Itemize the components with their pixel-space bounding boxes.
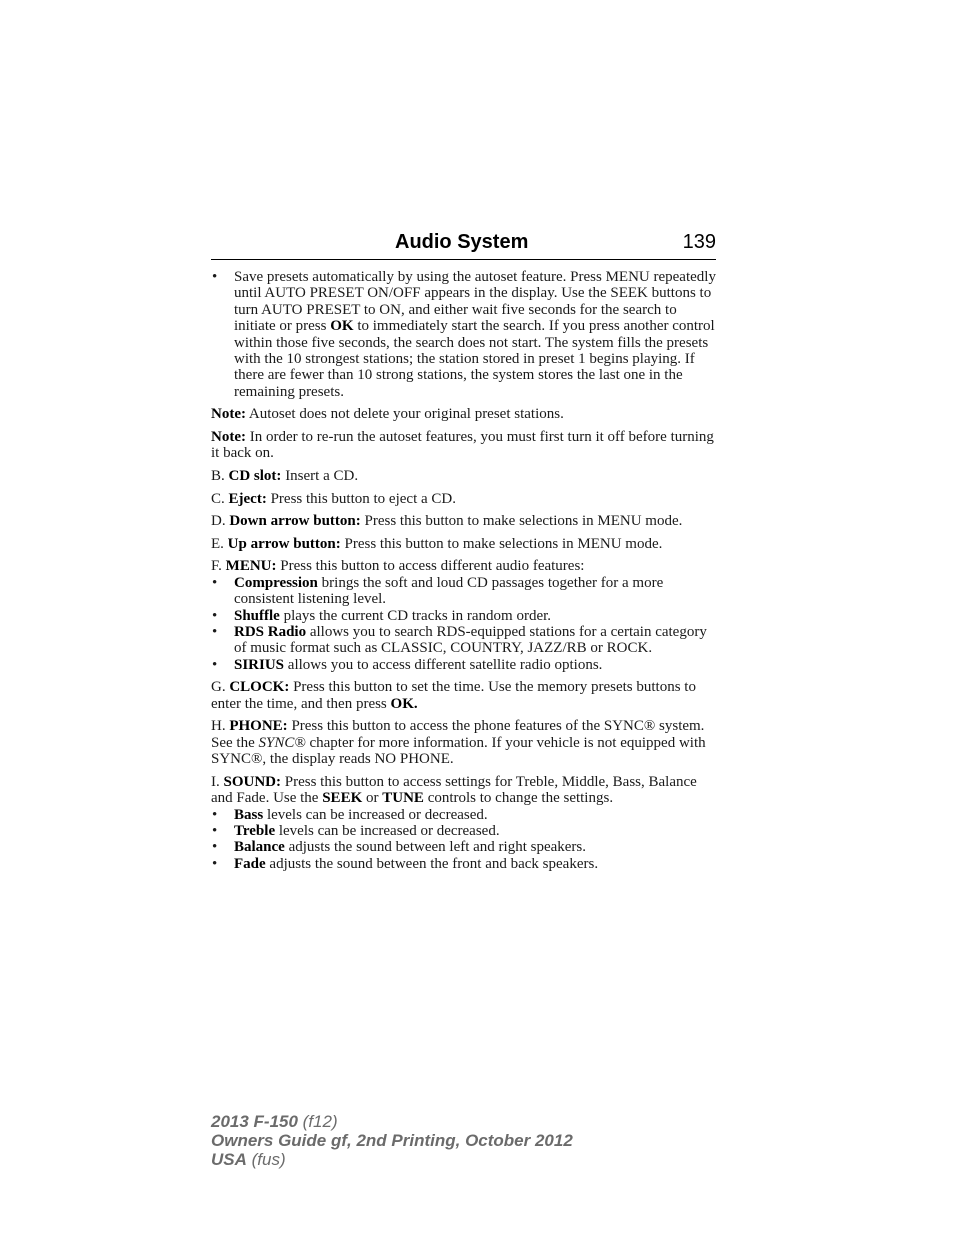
bullet-icon: •	[212, 607, 218, 624]
bullet-icon: •	[212, 806, 218, 823]
page-header	[211, 229, 716, 260]
bullet-icon: •	[212, 823, 218, 840]
list-item: • Balance adjusts the sound between left and right speakers.	[212, 839, 587, 856]
list-item: • Fade adjusts the sound between the front and back speakers.	[212, 855, 599, 872]
footer-model-line: 2013 F-150 (f12)	[211, 1112, 338, 1131]
item-menu: F. MENU: Press this button to access different audio features:	[211, 558, 585, 575]
list-item: • SIRIUS allows you to access different satellite radio options.	[212, 656, 603, 673]
bullet-icon: •	[212, 839, 218, 856]
page-number: 139	[682, 231, 716, 253]
page-footer	[211, 1112, 573, 1169]
item-cd-slot: B. CD slot: Insert a CD.	[211, 468, 359, 485]
item-sound: I. SOUND: Press this button to access settings for Treble, Middle, Bass, Balance and Fade. Use the SEEK or TUNE controls to change the settings.	[211, 773, 697, 807]
item-eject: C. Eject: Press this button to eject a CD.	[211, 490, 456, 507]
menu-features-list	[211, 575, 717, 673]
page-body	[211, 269, 717, 878]
item-up-arrow: E. Up arrow button: Press this button to make selections in MENU mode.	[211, 535, 663, 552]
note-paragraph: Note: Autoset does not delete your original preset stations.	[211, 406, 564, 423]
list-item: • Shuffle plays the current CD tracks in random order.	[212, 607, 552, 624]
item-clock: G. CLOCK: Press this button to set the time. Use the memory presets buttons to enter the time, and then press OK.	[211, 679, 696, 712]
bullet-icon: •	[212, 855, 218, 872]
item-phone: H. PHONE: Press this button to access the phone features of the SYNC® system. See the SYNC® chapter for more information. If your vehicle is not equipped with SYNC®, the display reads NO PHONE.	[211, 718, 706, 768]
list-item: • RDS Radio allows you to search RDS-equipped stations for a certain category of music format such as CLASSIC, COUNTRY, JAZZ/RB or ROCK.	[212, 624, 707, 657]
list-item: • Bass levels can be increased or decreased.	[212, 806, 488, 823]
sound-features-list	[211, 807, 717, 873]
autoset-list	[211, 269, 717, 400]
footer-guide-line: Owners Guide gf, 2nd Printing, October 2012	[211, 1131, 573, 1150]
list-item: • Save presets automatically by using the autoset feature. Press MENU repeatedly until AUTO PRESET ON/OFF appears in the display. Use the SEEK buttons to turn AUTO PRESET to ON, and either wait five seconds for the search to initiate or press OK to immediately start the search. If you press another control within those five seconds, the search does not start. The system fills the presets with the 10 strongest stations; the station stored in preset 1 begins playing. If there are fewer than 10 strong stations, the system stores the last one in the remaining presets.	[212, 269, 716, 400]
list-item: • Compression brings the soft and loud CD passages together for a more consistent listening level.	[212, 574, 664, 608]
note-paragraph: Note: In order to re-run the autoset features, you must first turn it off before turning it back on.	[211, 429, 714, 462]
bullet-icon: •	[212, 624, 218, 641]
bullet-icon: •	[212, 656, 218, 673]
bullet-icon: •	[212, 269, 218, 285]
item-down-arrow: D. Down arrow button: Press this button to make selections in MENU mode.	[211, 513, 683, 530]
list-item: • Treble levels can be increased or decreased.	[212, 823, 500, 840]
section-title: Audio System	[395, 231, 529, 253]
bullet-icon: •	[212, 574, 218, 591]
footer-region-line: USA (fus)	[211, 1150, 286, 1169]
